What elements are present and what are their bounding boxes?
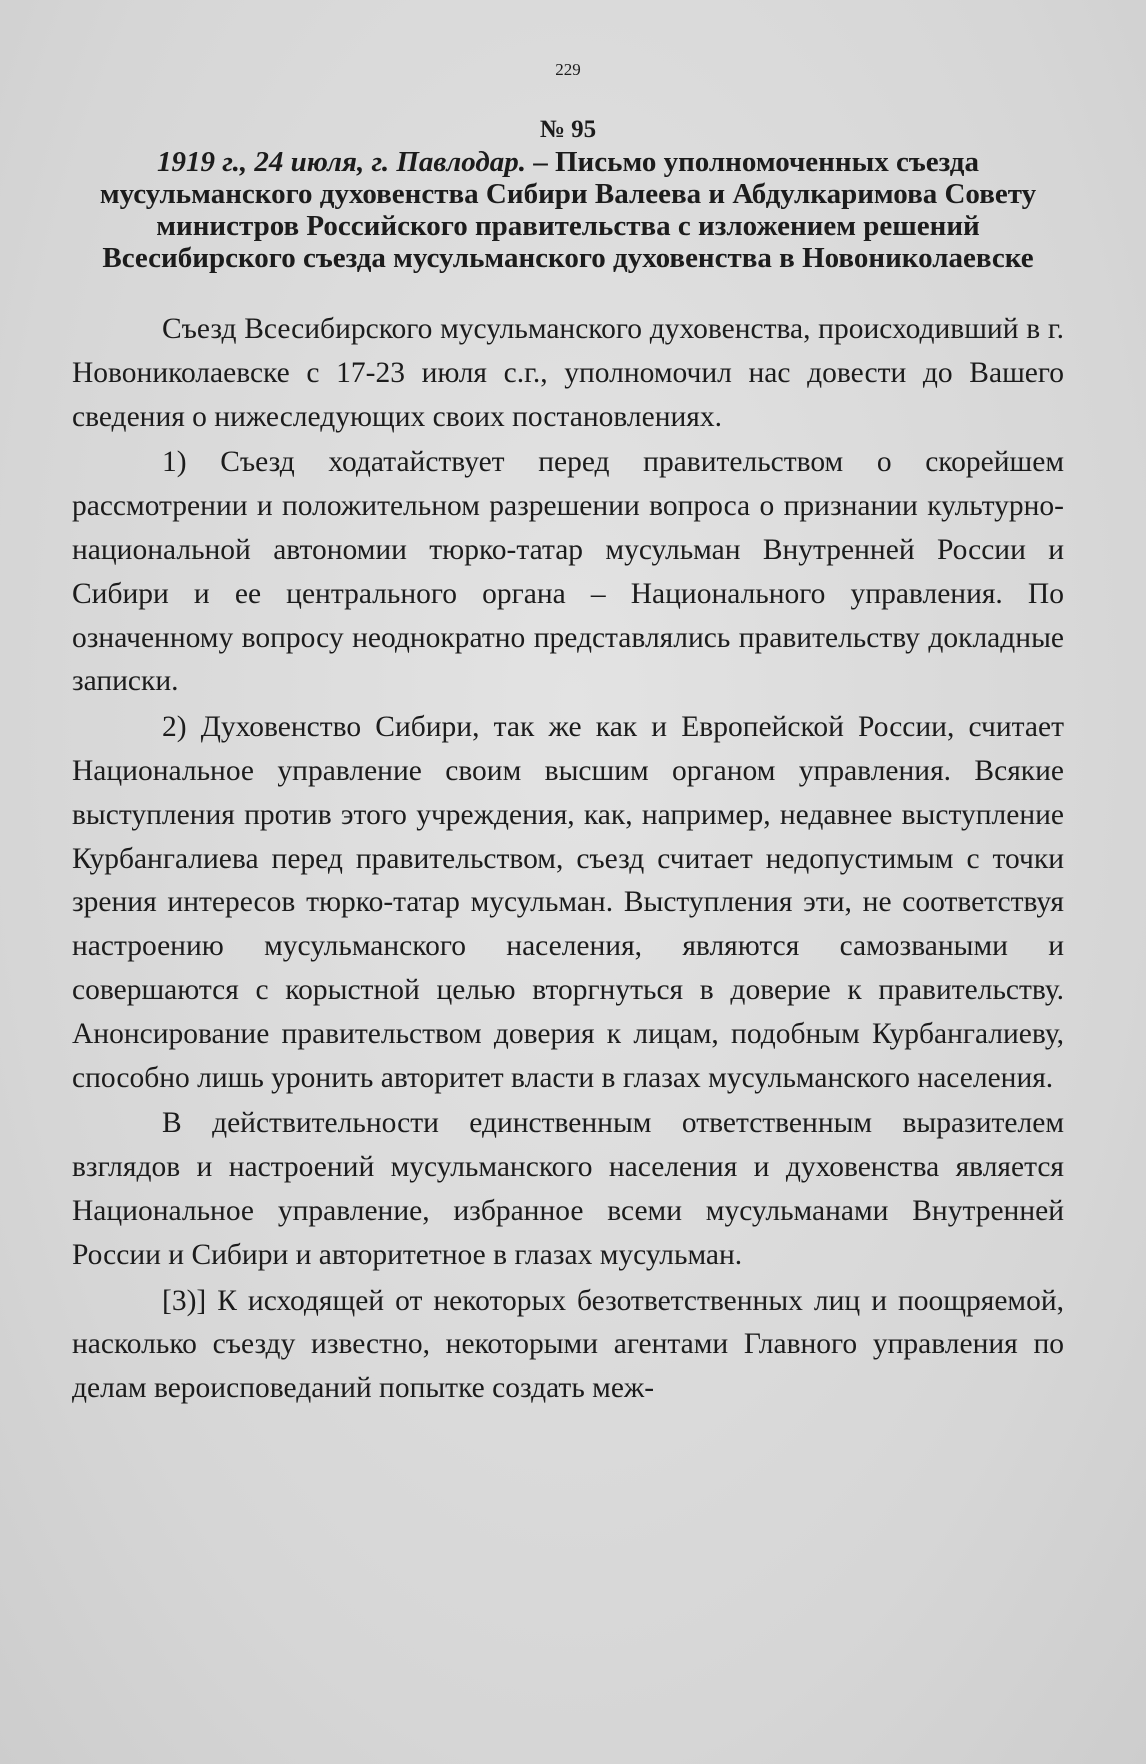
paragraph-intro: Съезд Всесибирского мусульманского духовенства, происходивший в г. Новониколаевске с 17-23 июля с.г., уполномочил нас довести до Вашего сведения о нижеследующих своих постановлениях. — [72, 313, 1064, 433]
document-heading — [72, 146, 1064, 274]
paragraph-national-administration: В действительности единственным ответственным выразителем взглядов и настроений мусульманского населения и духовенства является Национальное управление, избранное всеми мусульманами Внутренней России и Сибири и авторитетное в глазах мусульман. — [72, 1107, 1064, 1271]
paragraph-point-1: 1) Съезд ходатайствует перед правительством о скорейшем рассмотрении и положительном разрешении вопроса о признании культурно-национальной автономии тюрко-татар мусульман Внутренней России и Сибири и ее центрального органа – Национального управления. По означенному вопросу неоднократно представлялись правительству докладные записки. — [72, 446, 1064, 698]
paragraph-point-2: 2) Духовенство Сибири, так же как и Европейской России, считает Национальное управление своим высшим органом управления. Всякие выступления против этого учреждения, как, например, недавнее выступление Курбангалиева перед правительством, съезд считает недопустимым с точки зрения интересов тюрко-татар мусульман. Выступления эти, не соответствуя настроению мусульманского населения, являются самозваными и совершаются с корыстной целью вторгнуться в доверие к правительству. Анонсирование правительством доверия к лицам, подобным Курбангалиеву, способно лишь уронить авторитет власти в глазах мусульманского населения. — [72, 711, 1064, 1094]
document-number: № 95 — [539, 116, 597, 143]
paragraph-point-3: [3)] К исходящей от некоторых безответственных лиц и поощряемой, насколько съезду известно, некоторыми агентами Главного управления по делам вероисповеданий попытке создать меж- — [72, 1284, 1064, 1405]
page-number: 229 — [555, 60, 581, 79]
document-date-place: 1919 г., 24 июля, г. Павлодар. — [157, 146, 526, 178]
document-title: – Письмо уполномоченных съезда мусульманского духовенства Сибири Валеева и Абдулкаримова Совету министров Российского правительства с изложением решений Всесибирского съезда мусульманского духовенства в Новониколаевске — [99, 146, 1037, 274]
